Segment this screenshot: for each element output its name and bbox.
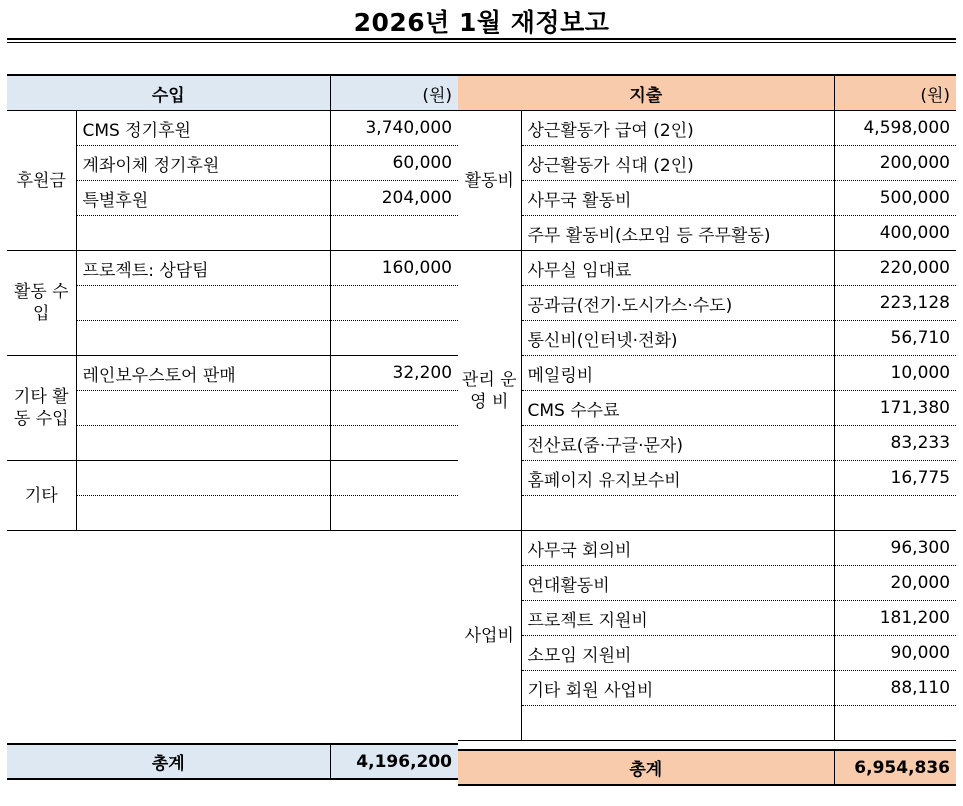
expense-item-label: 프로젝트 지원비 (521, 601, 834, 636)
expense-row (458, 601, 956, 636)
expense-item-amount: 220,000 (834, 251, 956, 286)
expense-total-amount: 6,954,836 (834, 750, 956, 785)
expense-total-row (458, 750, 956, 785)
income-item-label (76, 286, 330, 321)
income-header-row (7, 75, 458, 111)
expense-unit: (원) (834, 75, 956, 111)
expense-spacer (458, 741, 956, 751)
expense-row (458, 461, 956, 496)
income-item-label: 레인보우스토어 판매 (76, 356, 330, 391)
income-item-amount (330, 286, 458, 321)
expense-item-amount: 83,233 (834, 426, 956, 461)
expense-item-amount: 400,000 (834, 216, 956, 251)
expense-row (458, 426, 956, 461)
expense-row (458, 146, 956, 181)
income-item-label (76, 216, 330, 251)
expense-item-amount: 4,598,000 (834, 111, 956, 146)
expense-item-amount: 223,128 (834, 286, 956, 321)
income-item-amount (330, 496, 458, 531)
expense-item-amount (834, 496, 956, 531)
expense-row (458, 496, 956, 531)
income-total-amount: 4,196,200 (330, 744, 458, 779)
expense-item-label: 소모임 지원비 (521, 636, 834, 671)
expense-item-label: 연대활동비 (521, 566, 834, 601)
expense-item-label: 전산료(줌·구글·문자) (521, 426, 834, 461)
income-item-amount (330, 461, 458, 496)
expense-row (458, 251, 956, 286)
title-rule (7, 38, 956, 40)
expense-item-label: 사무국 회의비 (521, 531, 834, 566)
income-item-label: 계좌이체 정기후원 (76, 146, 330, 181)
income-category: 기타 (7, 461, 76, 531)
expense-total-label: 총계 (458, 750, 834, 785)
report-title: 2026년 1월 재정보고 (353, 8, 610, 37)
expense-item-label (521, 496, 834, 531)
income-item-amount: 60,000 (330, 146, 458, 181)
expense-category: 활동비 (458, 111, 521, 251)
expense-category: 관리 운영 비 (458, 251, 521, 531)
income-item-amount: 3,740,000 (330, 111, 458, 146)
income-item-label (76, 426, 330, 461)
expense-item-amount: 500,000 (834, 181, 956, 216)
income-total-label: 총계 (7, 744, 330, 779)
expense-header: 지출 (458, 75, 834, 111)
expense-item-label (521, 706, 834, 741)
expense-item-label: 주무 활동비(소모임 등 주무활동) (521, 216, 834, 251)
income-blank-row (7, 633, 458, 667)
expense-item-label: 상근활동가 식대 (2인) (521, 146, 834, 181)
title-rule-thin (7, 42, 956, 43)
expense-item-amount: 200,000 (834, 146, 956, 181)
income-unit: (원) (330, 75, 458, 111)
expense-row (458, 636, 956, 671)
expense-item-amount: 10,000 (834, 356, 956, 391)
expense-item-label: 홈페이지 유지보수비 (521, 461, 834, 496)
expense-row (458, 671, 956, 706)
expense-item-amount: 181,200 (834, 601, 956, 636)
income-category: 후원금 (7, 111, 76, 251)
income-item-label (76, 321, 330, 356)
income-item-amount: 204,000 (330, 181, 458, 216)
income-item-label (76, 496, 330, 531)
income-row (7, 111, 458, 146)
income-row (7, 356, 458, 391)
income-blank-row (7, 531, 458, 566)
expense-item-label: CMS 수수료 (521, 391, 834, 426)
expense-item-label: 메일링비 (521, 356, 834, 391)
expense-row (458, 286, 956, 321)
expense-item-label: 상근활동가 급여 (2인) (521, 111, 834, 146)
expense-item-label: 사무실 임대료 (521, 251, 834, 286)
income-table (7, 74, 458, 780)
expense-item-amount: 88,110 (834, 671, 956, 706)
income-blank-row (7, 667, 458, 701)
expense-row (458, 531, 956, 566)
expense-category: 사업비 (458, 531, 521, 741)
income-item-label (76, 391, 330, 426)
income-item-label: CMS 정기후원 (76, 111, 330, 146)
income-total-row (7, 744, 458, 779)
expense-item-amount (834, 706, 956, 741)
expense-row (458, 356, 956, 391)
expense-item-amount: 96,300 (834, 531, 956, 566)
income-item-amount (330, 321, 458, 356)
income-item-label (76, 461, 330, 496)
income-item-label: 특별후원 (76, 181, 330, 216)
income-item-amount (330, 391, 458, 426)
expense-item-amount: 16,775 (834, 461, 956, 496)
expense-item-amount: 56,710 (834, 321, 956, 356)
income-item-amount (330, 426, 458, 461)
expense-row (458, 321, 956, 356)
income-blank-row (7, 565, 458, 599)
expense-row (458, 181, 956, 216)
income-item-amount: 32,200 (330, 356, 458, 391)
income-item-amount: 160,000 (330, 251, 458, 286)
income-item-label: 프로젝트: 상담팀 (76, 251, 330, 286)
income-row (7, 461, 458, 496)
expense-item-label: 기타 회원 사업비 (521, 671, 834, 706)
expense-item-amount: 20,000 (834, 566, 956, 601)
expense-row (458, 111, 956, 146)
income-blank-row (7, 701, 458, 735)
expense-table (458, 74, 956, 786)
expense-row (458, 706, 956, 741)
expense-header-row (458, 75, 956, 111)
expense-row (458, 566, 956, 601)
income-row (7, 251, 458, 286)
expense-item-label: 사무국 활동비 (521, 181, 834, 216)
income-category: 활동 수입 (7, 251, 76, 356)
expense-item-amount: 90,000 (834, 636, 956, 671)
income-blank-row (7, 599, 458, 633)
income-item-amount (330, 216, 458, 251)
expense-item-amount: 171,380 (834, 391, 956, 426)
expense-row (458, 391, 956, 426)
expense-item-label: 통신비(인터넷·전화) (521, 321, 834, 356)
income-spacer (7, 735, 458, 744)
expense-row (458, 216, 956, 251)
expense-item-label: 공과금(전기·도시가스·수도) (521, 286, 834, 321)
income-header: 수입 (7, 75, 330, 111)
income-category: 기타 활동 수입 (7, 356, 76, 461)
